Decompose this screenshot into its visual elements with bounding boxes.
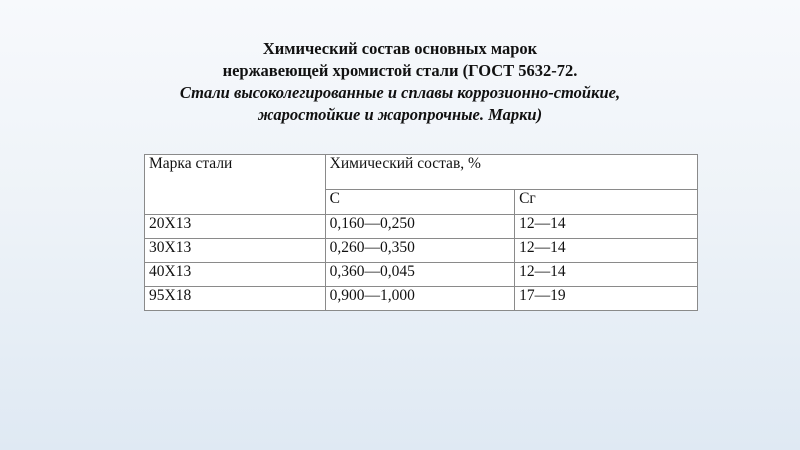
- header-chromium: Сг: [515, 190, 698, 215]
- cell-carbon: 0,260—0,350: [325, 239, 514, 263]
- cell-grade: 20Х13: [145, 215, 326, 239]
- composition-table: [144, 154, 698, 311]
- table-row: [145, 287, 698, 311]
- table-row: [145, 263, 698, 287]
- cell-carbon: 0,900—1,000: [325, 287, 514, 311]
- cell-grade: 95Х18: [145, 287, 326, 311]
- header-carbon: С: [325, 190, 514, 215]
- title-line-2: нержавеющей хромистой стали (ГОСТ 5632-72.: [222, 61, 578, 80]
- title-line-3: Стали высоколегированные и сплавы коррозионно-стойкие,: [179, 83, 621, 102]
- header-composition: Химический состав, %: [325, 155, 697, 190]
- slide-title: [0, 38, 800, 126]
- table-row: [145, 239, 698, 263]
- cell-grade: 30Х13: [145, 239, 326, 263]
- table-row: [145, 215, 698, 239]
- table-header-row: [145, 155, 698, 190]
- header-grade: Марка стали: [145, 155, 326, 215]
- cell-grade: 40Х13: [145, 263, 326, 287]
- cell-chromium: 12—14: [515, 263, 698, 287]
- cell-carbon: 0,160—0,250: [325, 215, 514, 239]
- title-line-4: жаростойкие и жаропрочные. Марки): [257, 105, 543, 124]
- title-line-1: Химический состав основных марок: [262, 39, 538, 58]
- cell-carbon: 0,360—0,045: [325, 263, 514, 287]
- cell-chromium: 17—19: [515, 287, 698, 311]
- cell-chromium: 12—14: [515, 239, 698, 263]
- cell-chromium: 12—14: [515, 215, 698, 239]
